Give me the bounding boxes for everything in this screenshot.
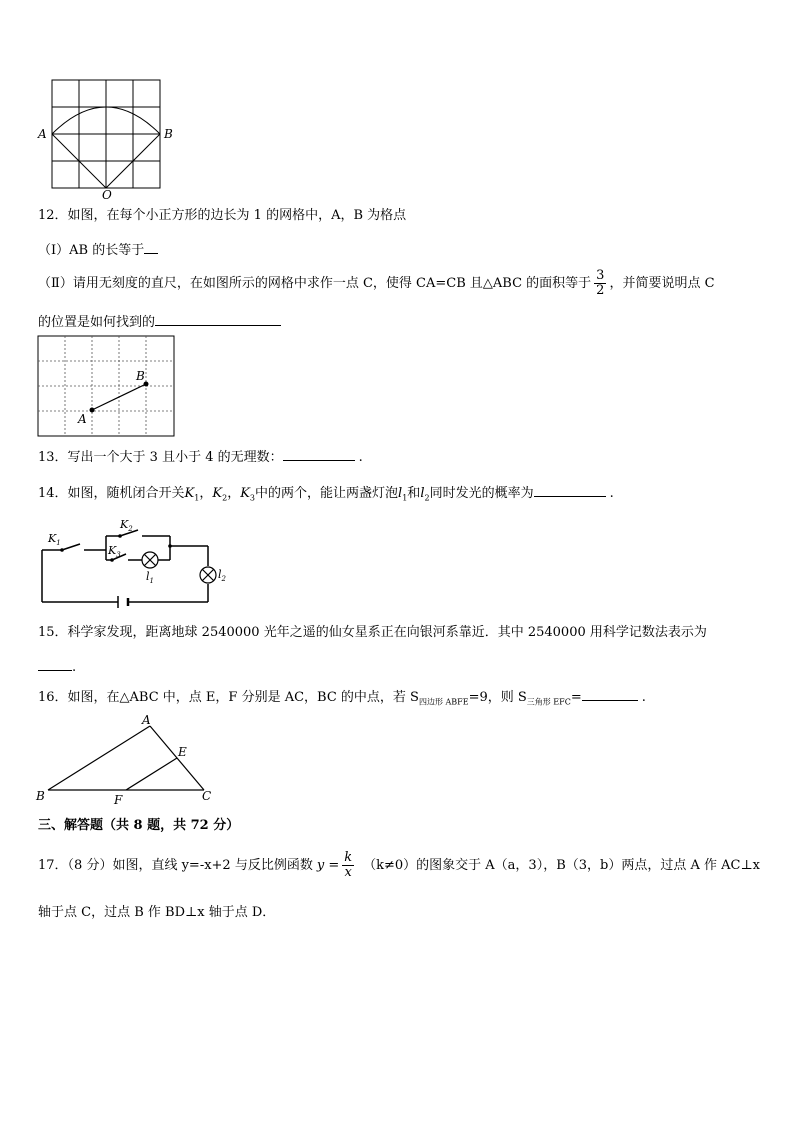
q12-stem: 12．如图，在每个小正方形的边长为 1 的网格中，A，B 为格点	[38, 208, 407, 223]
circuit-k3: $K_3$	[108, 544, 121, 559]
q14-end: .	[609, 486, 614, 501]
q14-k1-sub: 1	[194, 493, 200, 503]
q12-part2-after: ，并简要说明点 C	[609, 276, 715, 291]
q13-end: .	[358, 450, 363, 465]
tri-label-f: F	[114, 793, 123, 807]
q13-text: 13．写出一个大于 3 且小于 4 的无理数：	[38, 450, 283, 465]
q17-line2: 轴于点 C，过点 B 作 BD⊥x 轴于点 D．	[38, 905, 276, 920]
q14	[38, 483, 614, 508]
fraction-three-halves	[594, 269, 606, 298]
tri-label-e: E	[178, 745, 187, 759]
q16	[38, 687, 646, 712]
q15-line1: 15．科学家发现，距离地球 2540000 光年之遥的仙女星系正在向银河系靠近．其中 2540000 用科学记数法表示为	[38, 625, 707, 640]
tri-label-c: C	[202, 789, 212, 803]
circuit-k2: $K_2$	[120, 518, 133, 533]
frac-den: 2	[596, 283, 605, 298]
q17-line1	[38, 848, 760, 884]
fraction-k-over-x	[342, 851, 354, 880]
q14-and: 和	[407, 486, 421, 501]
tri-label-a: A	[142, 713, 151, 727]
label-o: O	[102, 188, 112, 200]
label-a: A	[38, 127, 47, 141]
q14-l2-sub: 2	[424, 493, 430, 503]
q17-frac-num: k	[344, 850, 353, 865]
circuit-l2: $l_2$	[218, 568, 226, 583]
figure-triangle	[34, 712, 224, 808]
q14-sep1: ，	[199, 486, 213, 501]
q12-part2-line2	[38, 312, 281, 332]
q15-line2	[38, 657, 76, 677]
label-a2: A	[78, 412, 87, 426]
point-a	[90, 408, 95, 413]
q14-k3: K	[240, 486, 250, 501]
q16-blank[interactable]	[582, 687, 638, 701]
q15-end: .	[72, 660, 77, 675]
q14-l1-sub: 1	[402, 493, 408, 503]
figure-dashed-grid	[36, 334, 178, 440]
q16-text-start: 16．如图，在△ABC 中，点 E，F 分别是 AC，BC 的中点，若 S	[38, 690, 419, 705]
q17-frac-den: x	[344, 865, 352, 880]
q17-text-mid: （k≠0）的图象交于 A（a，3），B（3，b）两点，过点 A 作 AC⊥x	[363, 858, 761, 873]
section-3-title: 三、解答题（共 8 题，共 72 分）	[38, 818, 240, 833]
q14-k2-sub: 2	[222, 493, 228, 503]
frac-num: 3	[596, 268, 605, 283]
q16-sub1: 四边形 ABFE	[418, 697, 469, 707]
q14-l2: l	[420, 486, 425, 501]
q14-k3-sub: 3	[249, 493, 256, 503]
q17-text-start: 17．（8 分）如图，直线 y=-x+2 与反比例函数	[38, 858, 313, 873]
q16-mid: =9，则 S	[468, 690, 527, 705]
q12-part1-blank[interactable]	[144, 240, 158, 254]
q14-text-end: 同时发光的概率为	[429, 486, 534, 501]
q12-part2-before: （Ⅱ）请用无刻度的直尺，在如图所示的网格中求作一点 C，使得 CA=CB 且△ABC 的面积等于	[38, 276, 592, 291]
q13-blank[interactable]	[283, 447, 355, 461]
tri-label-b: B	[36, 789, 45, 803]
q15-blank[interactable]	[38, 657, 72, 671]
q12-part2-blank[interactable]	[155, 312, 281, 326]
q12-part2	[38, 268, 715, 300]
q14-l1: l	[398, 486, 403, 501]
figure-grid-arc	[36, 76, 186, 200]
q12-part1	[38, 240, 158, 260]
q16-end: .	[641, 690, 646, 705]
circuit-l1: $l_1$	[146, 570, 154, 585]
q12-part2-line2-text: 的位置是如何找到的	[38, 315, 156, 330]
q14-text-start: 14．如图，随机闭合开关	[38, 486, 185, 501]
q14-k1: K	[184, 486, 195, 501]
circuit-k1: $K_1$	[48, 532, 61, 547]
q12-part1-text: （Ⅰ）AB 的长等于	[38, 243, 145, 258]
label-b2: B	[136, 369, 145, 383]
q13	[38, 447, 363, 467]
q16-sub2: 三角形 EFC	[526, 697, 571, 707]
q16-eq: =	[570, 690, 582, 705]
q14-k2: K	[212, 486, 223, 501]
q14-sep2: ，	[227, 486, 241, 501]
q17-y-eq: y =	[316, 858, 340, 873]
q14-text-mid: 中的两个，能让两盏灯泡	[255, 486, 399, 501]
label-b: B	[164, 127, 173, 141]
figure-circuit	[36, 514, 242, 610]
q14-blank[interactable]	[534, 483, 606, 497]
